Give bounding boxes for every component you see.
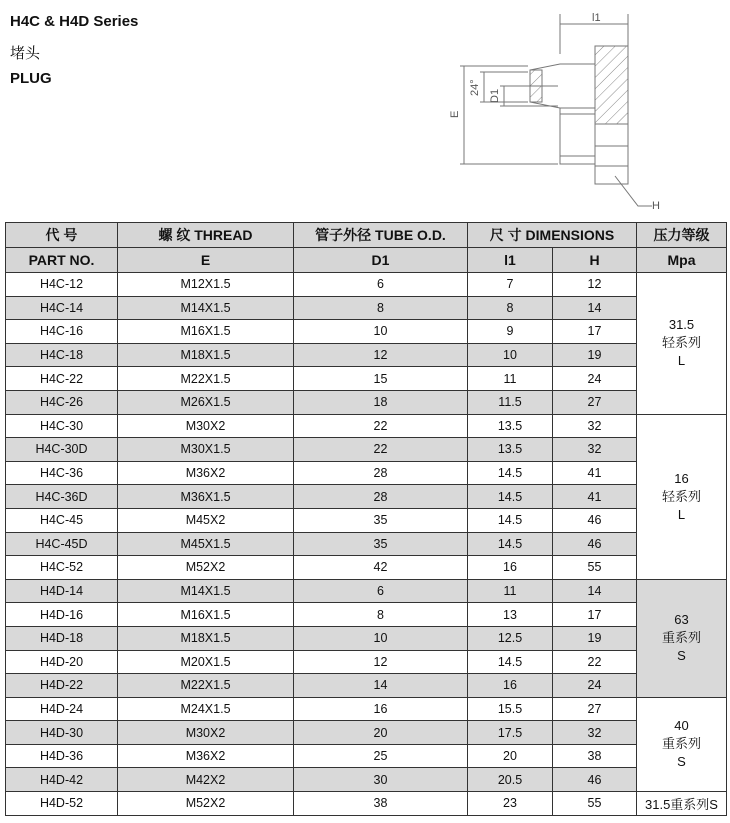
table-row: [6, 367, 727, 391]
cell-l1: 16: [468, 556, 553, 580]
cell-l1: 14.5: [468, 532, 553, 556]
pressure-series-cn: 轻系列: [661, 488, 701, 504]
table-row: [6, 697, 727, 721]
table-row: [6, 414, 727, 438]
cell-l1: 8: [468, 296, 553, 320]
cell-d1: 10: [294, 320, 468, 344]
l1-dimension-label: l1: [592, 12, 601, 24]
cell-part: H4C-22: [6, 367, 118, 391]
cell-d1: 28: [294, 485, 468, 509]
table-row: [6, 343, 727, 367]
cell-part: H4D-20: [6, 650, 118, 674]
cell-h: 24: [553, 674, 637, 698]
cell-d1: 6: [294, 579, 468, 603]
angle-label: 24°: [469, 79, 481, 96]
series-title: H4C & H4D Series: [10, 13, 139, 30]
cell-l1: 13: [468, 603, 553, 627]
cell-h: 46: [553, 508, 637, 532]
header-dims-h: H: [553, 248, 637, 273]
table-row: [6, 626, 727, 650]
cell-l1: 14.5: [468, 650, 553, 674]
cell-h: 55: [553, 792, 637, 816]
pressure-series-cn: 重系列: [661, 630, 701, 646]
cell-d1: 35: [294, 508, 468, 532]
cell-thread: M14X1.5: [118, 579, 294, 603]
header-dimensions: 尺 寸 DIMENSIONS: [468, 223, 637, 248]
d1-dimension-label: D1: [489, 88, 501, 103]
pressure-rating-group: [637, 579, 727, 697]
cell-thread: M30X2: [118, 414, 294, 438]
table-row: [6, 556, 727, 580]
plug-spec-table: [5, 222, 727, 816]
table-row: [6, 674, 727, 698]
cell-d1: 8: [294, 296, 468, 320]
cell-h: 27: [553, 390, 637, 414]
cell-part: H4D-16: [6, 603, 118, 627]
cell-part: H4C-36: [6, 461, 118, 485]
table-row: [6, 579, 727, 603]
h-dimension-label: H: [652, 200, 660, 212]
header-pressure-sub: Mpa: [637, 248, 727, 273]
table-row: [6, 296, 727, 320]
cell-l1: 20: [468, 744, 553, 768]
cell-h: 41: [553, 461, 637, 485]
cell-h: 32: [553, 414, 637, 438]
cell-d1: 22: [294, 438, 468, 462]
cell-d1: 16: [294, 697, 468, 721]
header-tube: 管子外径 TUBE O.D.: [294, 223, 468, 248]
cell-l1: 12.5: [468, 626, 553, 650]
cell-d1: 22: [294, 414, 468, 438]
cell-d1: 10: [294, 626, 468, 650]
table-row: [6, 438, 727, 462]
cell-part: H4D-30: [6, 721, 118, 745]
table-row: [6, 508, 727, 532]
pressure-rating: 31.5重系列S: [637, 792, 727, 816]
table-row: [6, 744, 727, 768]
table-row: [6, 390, 727, 414]
cell-thread: M45X2: [118, 508, 294, 532]
cell-thread: M12X1.5: [118, 273, 294, 297]
pressure-code: L: [677, 506, 686, 522]
cell-thread: M16X1.5: [118, 320, 294, 344]
cell-l1: 13.5: [468, 438, 553, 462]
cell-l1: 11.5: [468, 390, 553, 414]
cell-thread: M30X2: [118, 721, 294, 745]
cell-d1: 20: [294, 721, 468, 745]
cell-part: H4C-30: [6, 414, 118, 438]
cell-thread: M16X1.5: [118, 603, 294, 627]
pressure-mpa: 16: [674, 470, 689, 486]
cell-h: 14: [553, 579, 637, 603]
table-row: [6, 532, 727, 556]
cell-h: 41: [553, 485, 637, 509]
table-row: [6, 485, 727, 509]
cell-l1: 23: [468, 792, 553, 816]
cell-d1: 12: [294, 650, 468, 674]
header-part-cn: 代 号: [6, 223, 118, 248]
cell-part: H4C-30D: [6, 438, 118, 462]
pressure-mpa: 40: [674, 718, 689, 734]
spec-table-body: [6, 273, 727, 816]
cell-thread: M30X1.5: [118, 438, 294, 462]
cell-part: H4C-16: [6, 320, 118, 344]
cell-l1: 9: [468, 320, 553, 344]
table-row: [6, 273, 727, 297]
header-thread-sub: E: [118, 248, 294, 273]
cell-part: H4D-52: [6, 792, 118, 816]
cell-thread: M36X2: [118, 744, 294, 768]
cell-part: H4C-45D: [6, 532, 118, 556]
cell-d1: 15: [294, 367, 468, 391]
cell-d1: 12: [294, 343, 468, 367]
cell-thread: M22X1.5: [118, 367, 294, 391]
cell-thread: M36X2: [118, 461, 294, 485]
cell-part: H4D-14: [6, 579, 118, 603]
cell-d1: 8: [294, 603, 468, 627]
header-tube-sub: D1: [294, 248, 468, 273]
cell-thread: M18X1.5: [118, 343, 294, 367]
pressure-mpa: 31.5: [668, 317, 695, 333]
cell-h: 17: [553, 603, 637, 627]
pressure-rating-group: [637, 273, 727, 415]
cell-part: H4C-18: [6, 343, 118, 367]
cell-thread: M22X1.5: [118, 674, 294, 698]
cell-d1: 18: [294, 390, 468, 414]
cell-l1: 7: [468, 273, 553, 297]
cell-d1: 35: [294, 532, 468, 556]
cell-d1: 28: [294, 461, 468, 485]
cell-thread: M52X2: [118, 556, 294, 580]
pressure-code: L: [677, 353, 686, 369]
cell-d1: 38: [294, 792, 468, 816]
cell-l1: 14.5: [468, 461, 553, 485]
cell-part: H4C-52: [6, 556, 118, 580]
cell-part: H4D-36: [6, 744, 118, 768]
cell-h: 38: [553, 744, 637, 768]
cell-h: 27: [553, 697, 637, 721]
cell-h: 19: [553, 343, 637, 367]
cell-thread: M42X2: [118, 768, 294, 792]
cell-h: 55: [553, 556, 637, 580]
cell-h: 12: [553, 273, 637, 297]
table-row: [6, 320, 727, 344]
cell-d1: 42: [294, 556, 468, 580]
pressure-rating-group: [637, 697, 727, 791]
cell-h: 32: [553, 438, 637, 462]
plug-technical-drawing: [440, 6, 660, 216]
cell-l1: 11: [468, 579, 553, 603]
pressure-mpa: 63: [674, 612, 689, 628]
table-row: [6, 603, 727, 627]
cell-d1: 14: [294, 674, 468, 698]
cell-h: 46: [553, 532, 637, 556]
cell-l1: 20.5: [468, 768, 553, 792]
cell-part: H4D-24: [6, 697, 118, 721]
cell-thread: M20X1.5: [118, 650, 294, 674]
table-row: [6, 650, 727, 674]
cell-l1: 15.5: [468, 697, 553, 721]
cell-part: H4D-42: [6, 768, 118, 792]
cell-thread: M36X1.5: [118, 485, 294, 509]
cell-h: 32: [553, 721, 637, 745]
cell-part: H4C-45: [6, 508, 118, 532]
cell-d1: 6: [294, 273, 468, 297]
pressure-series-cn: 重系列: [661, 736, 701, 752]
cell-h: 17: [553, 320, 637, 344]
cell-thread: M52X2: [118, 792, 294, 816]
cell-thread: M45X1.5: [118, 532, 294, 556]
pressure-code: S: [677, 754, 686, 770]
cell-h: 19: [553, 626, 637, 650]
header-part-en: PART NO.: [6, 248, 118, 273]
pressure-rating-group: [637, 414, 727, 579]
cell-h: 24: [553, 367, 637, 391]
cell-d1: 25: [294, 744, 468, 768]
cell-thread: M26X1.5: [118, 390, 294, 414]
cell-h: 22: [553, 650, 637, 674]
cell-l1: 10: [468, 343, 553, 367]
cell-l1: 13.5: [468, 414, 553, 438]
cell-part: H4C-12: [6, 273, 118, 297]
cell-part: H4D-22: [6, 674, 118, 698]
cell-part: H4C-36D: [6, 485, 118, 509]
cell-thread: M18X1.5: [118, 626, 294, 650]
cell-thread: M14X1.5: [118, 296, 294, 320]
header-pressure: 压力等级: [637, 223, 727, 248]
pressure-series-cn: 轻系列: [661, 335, 701, 351]
product-name-en: PLUG: [10, 70, 52, 87]
header-thread: 螺 纹 THREAD: [118, 223, 294, 248]
header-dims-l1: l1: [468, 248, 553, 273]
e-dimension-label: E: [449, 110, 461, 118]
cell-l1: 11: [468, 367, 553, 391]
product-name-cn: 堵头: [10, 44, 41, 62]
cell-h: 46: [553, 768, 637, 792]
table-row: [6, 461, 727, 485]
cell-l1: 17.5: [468, 721, 553, 745]
pressure-code: S: [677, 648, 686, 664]
cell-thread: M24X1.5: [118, 697, 294, 721]
cell-l1: 14.5: [468, 508, 553, 532]
cell-d1: 30: [294, 768, 468, 792]
table-row: [6, 768, 727, 792]
cell-part: H4D-18: [6, 626, 118, 650]
cell-h: 14: [553, 296, 637, 320]
cell-part: H4C-14: [6, 296, 118, 320]
cell-l1: 14.5: [468, 485, 553, 509]
table-row: [6, 792, 727, 816]
cell-part: H4C-26: [6, 390, 118, 414]
cell-l1: 16: [468, 674, 553, 698]
table-row: [6, 721, 727, 745]
